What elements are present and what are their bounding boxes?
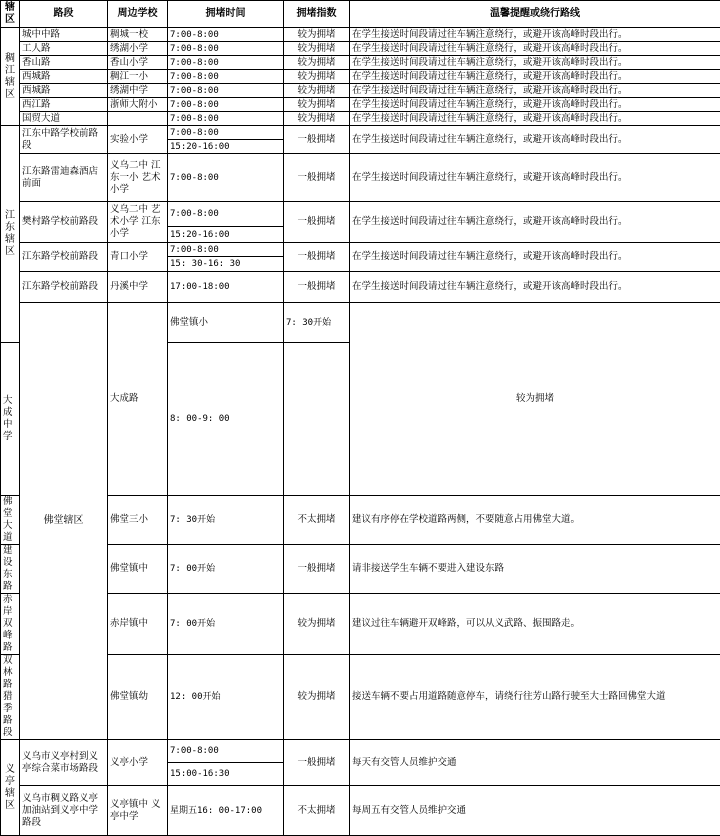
index-cell: 较为拥堵 <box>284 112 350 126</box>
table-row <box>1 243 720 257</box>
time-cell: 7:00-8:00 <box>168 154 284 202</box>
time-cell: 15:20-16:00 <box>168 140 284 154</box>
time-cell: 7:00-8:00 <box>168 70 284 84</box>
index-cell: 一般拥堵 <box>284 154 350 202</box>
school-cell: 绣湖中学 <box>108 84 168 98</box>
road-cell: 江东路雷迪森酒店前面 <box>20 154 108 202</box>
table-row <box>1 112 720 126</box>
district-fotang: 佛堂辖区 <box>20 303 108 740</box>
tip-cell: 在学生接送时间段请过往车辆注意绕行，或避开该高峰时段出行。 <box>350 243 720 272</box>
road-cell: 佛堂大道 <box>1 496 20 545</box>
time-cell: 7:00-8:00 <box>168 42 284 56</box>
road-cell: 江东路学校前路段 <box>20 272 108 303</box>
time-cell: 7: 00开始 <box>168 594 284 655</box>
table-row <box>1 272 720 303</box>
tip-cell: 在学生接送时间段请过往车辆注意绕行，或避开该高峰时段出行。 <box>350 126 720 154</box>
road-cell: 义乌市稠义路义亭加油站到义亭中学路段 <box>20 786 108 836</box>
school-cell: 佛堂三小 <box>108 496 168 545</box>
time-cell: 7:00-8:00 <box>168 202 284 227</box>
road-cell: 江东中路学校前路段 <box>20 126 108 154</box>
index-cell: 较为拥堵 <box>284 98 350 112</box>
school-cell: 青口小学 <box>108 243 168 272</box>
tip-cell: 在学生接送时间段请过往车辆注意绕行，或避开该高峰时段出行。 <box>350 42 720 56</box>
tip-cell: 建议有序停在学校道路两侧，不要随意占用佛堂大道。 <box>350 496 720 545</box>
time-cell: 7:00-8:00 <box>168 56 284 70</box>
district-jiangdong: 江东辖区 <box>1 126 20 343</box>
index-cell: 较为拥堵 <box>284 28 350 42</box>
school-cell: 义亭小学 <box>108 740 168 786</box>
index-cell: 一般拥堵 <box>284 243 350 272</box>
school-cell: 稠江一小 <box>108 70 168 84</box>
district-choujiang: 稠江辖区 <box>1 28 20 126</box>
school-cell: 义乌二中 江东一小 艺术小学 <box>108 154 168 202</box>
table-row <box>1 154 720 202</box>
table-row <box>1 303 720 343</box>
time-cell: 7:00-8:00 <box>168 243 284 257</box>
table-row <box>1 70 720 84</box>
header-index: 拥堵指数 <box>284 1 350 28</box>
time-cell: 7: 30开始 <box>168 496 284 545</box>
road-cell: 建设东路 <box>1 545 20 594</box>
time-cell: 7:00-8:00 <box>168 126 284 140</box>
tip-cell: 在学生接送时间段请过往车辆注意绕行，或避开该高峰时段出行。 <box>350 98 720 112</box>
header-row <box>1 1 720 28</box>
table-row <box>1 42 720 56</box>
header-road: 路段 <box>20 1 108 28</box>
district-yiting: 义亭辖区 <box>1 740 20 836</box>
header-tip: 温馨提醒或绕行路线 <box>350 1 720 28</box>
road-cell: 国贸大道 <box>20 112 108 126</box>
time-cell: 7:00-8:00 <box>168 112 284 126</box>
school-cell: 佛堂镇中 <box>108 545 168 594</box>
index-cell: 一般拥堵 <box>284 545 350 594</box>
school-cell: 实验小学 <box>108 126 168 154</box>
school-cell <box>108 112 168 126</box>
school-cell: 大成中学 <box>1 343 20 496</box>
tip-cell: 建议过往车辆避开双峰路，可以从义武路、振围路走。 <box>350 594 720 655</box>
time-cell: 15:00-16:30 <box>168 763 284 786</box>
table-row <box>1 594 720 655</box>
road-cell: 双林路猎季路段 <box>1 655 20 740</box>
school-cell: 绣湖小学 <box>108 42 168 56</box>
tip-cell: 在学生接送时间段请过往车辆注意绕行，或避开该高峰时段出行。 <box>350 154 720 202</box>
time-cell: 15:20-16:00 <box>168 227 284 243</box>
tip-cell: 在学生接送时间段请过往车辆注意绕行，或避开该高峰时段出行。 <box>350 70 720 84</box>
table-row <box>1 786 720 836</box>
table-row <box>1 98 720 112</box>
time-cell: 8: 00-9: 00 <box>168 343 284 496</box>
school-cell: 义乌二中 艺术小学 江东小学 <box>108 202 168 243</box>
index-cell: 较为拥堵 <box>284 594 350 655</box>
school-cell: 稠城一校 <box>108 28 168 42</box>
time-cell: 7: 30开始 <box>284 303 350 343</box>
table-row <box>1 56 720 70</box>
time-cell: 7: 00开始 <box>168 545 284 594</box>
tip-cell: 接送车辆不要占用道路随意停车，请绕行往芳山路行驶至大士路回佛堂大道 <box>350 655 720 740</box>
time-cell: 17:00-18:00 <box>168 272 284 303</box>
index-cell: 较为拥堵 <box>284 56 350 70</box>
table-row <box>1 655 720 740</box>
road-cell: 西江路 <box>20 98 108 112</box>
time-cell: 7:00-8:00 <box>168 740 284 763</box>
header-time: 拥堵时间 <box>168 1 284 28</box>
index-cell: 较为拥堵 <box>284 70 350 84</box>
index-cell: 一般拥堵 <box>284 740 350 786</box>
tip-cell: 在学生接送时间段请过往车辆注意绕行，或避开该高峰时段出行。 <box>350 28 720 42</box>
index-cell: 不太拥堵 <box>284 496 350 545</box>
tip-cell: 在学生接送时间段请过往车辆注意绕行，或避开该高峰时段出行。 <box>350 272 720 303</box>
index-cell: 不太拥堵 <box>284 786 350 836</box>
index-cell: 较为拥堵 <box>350 303 720 496</box>
table-row <box>1 202 720 227</box>
index-cell: 一般拥堵 <box>284 126 350 154</box>
road-cell: 香山路 <box>20 56 108 70</box>
tip-cell: 在学生接送时间段请过往车辆注意绕行，或避开该高峰时段出行。 <box>350 84 720 98</box>
road-cell: 义乌市义亭村到义亭综合菜市场路段 <box>20 740 108 786</box>
table-row <box>1 740 720 763</box>
road-cell: 江东路学校前路段 <box>20 243 108 272</box>
tip-cell: 在学生接送时间段请过往车辆注意绕行，或避开该高峰时段出行。 <box>350 56 720 70</box>
header-school: 周边学校 <box>108 1 168 28</box>
time-cell: 7:00-8:00 <box>168 84 284 98</box>
time-cell: 7:00-8:00 <box>168 28 284 42</box>
school-cell: 赤岸镇中 <box>108 594 168 655</box>
road-cell: 赤岸双峰路 <box>1 594 20 655</box>
index-cell: 一般拥堵 <box>284 202 350 243</box>
table-row <box>1 84 720 98</box>
road-cell: 工人路 <box>20 42 108 56</box>
tip-cell: 请非接送学生车辆不要进入建设东路 <box>350 545 720 594</box>
time-cell: 星期五16: 00-17:00 <box>168 786 284 836</box>
index-cell: 较为拥堵 <box>284 42 350 56</box>
school-cell: 佛堂镇幼 <box>108 655 168 740</box>
tip-cell: 在学生接送时间段请过往车辆注意绕行，或避开该高峰时段出行。 <box>350 112 720 126</box>
school-cell: 香山小学 <box>108 56 168 70</box>
tip-cell: 每周五有交管人员维护交通 <box>350 786 720 836</box>
header-district: 辖区 <box>1 1 20 28</box>
road-cell: 西城路 <box>20 70 108 84</box>
road-cell: 城中中路 <box>20 28 108 42</box>
time-cell: 7:00-8:00 <box>168 98 284 112</box>
road-cell: 樊村路学校前路段 <box>20 202 108 243</box>
index-cell: 一般拥堵 <box>284 272 350 303</box>
school-cell: 佛堂镇小 <box>168 303 284 343</box>
school-cell: 浙师大附小 <box>108 98 168 112</box>
table-row <box>1 28 720 42</box>
table-row <box>1 496 720 545</box>
tip-cell: 在学生接送时间段请过往车辆注意绕行，或避开该高峰时段出行。 <box>350 202 720 243</box>
index-cell: 较为拥堵 <box>284 84 350 98</box>
time-cell: 12: 00开始 <box>168 655 284 740</box>
time-cell: 15: 30-16: 30 <box>168 257 284 272</box>
school-cell: 丹溪中学 <box>108 272 168 303</box>
tip-cell: 每天有交管人员维护交通 <box>350 740 720 786</box>
school-cell: 义亭镇中 义亭中学 <box>108 786 168 836</box>
table-row <box>1 126 720 140</box>
road-cell: 西城路 <box>20 84 108 98</box>
table-row <box>1 545 720 594</box>
road-cell: 大成路 <box>108 303 168 496</box>
index-cell: 较为拥堵 <box>284 655 350 740</box>
